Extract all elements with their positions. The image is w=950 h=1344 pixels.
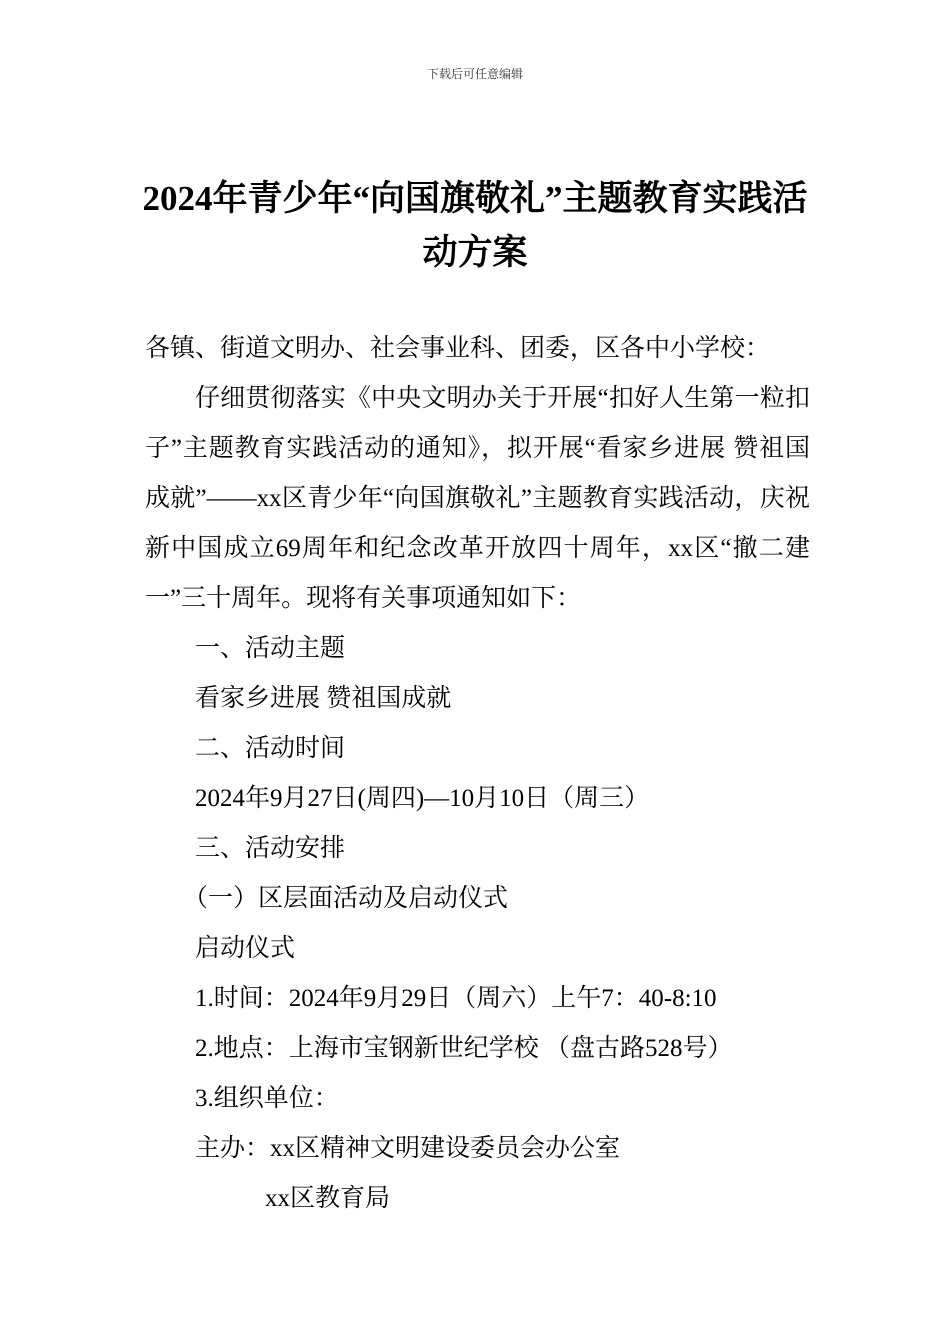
- intro-paragraph: 仔细贯彻落实《中央文明办关于开展“扣好人生第一粒扣子”主题教育实践活动的通知》，拟开展“看家乡进展 赞祖国成就”——xx区青少年“向国旗敬礼”主题教育实践活动，庆祝新中国成立69周年和纪念改革开放四十周年，xx区“撤二建一”三十周年。现将有关事项通知如下：: [145, 385, 810, 612]
- salutation: 各镇、街道文明办、社会事业科、团委，区各中小学校：: [145, 335, 771, 362]
- item-org: 3.组织单位：: [195, 1085, 339, 1112]
- subsection1-heading: （一）区层面活动及启动仪式: [183, 885, 509, 912]
- section2-content: 2024年9月27日(周四)—10月10日（周三）: [195, 785, 650, 812]
- item-time: 1.时间：2024年9月29日（周六）上午7：40-8:10: [195, 985, 717, 1012]
- section3-heading: 三、活动安排: [195, 835, 346, 862]
- document-body: [145, 324, 810, 1224]
- organizer-co: xx区教育局: [265, 1185, 391, 1212]
- item-place: 2.地点：上海市宝钢新世纪学校 （盘古路528号）: [195, 1035, 733, 1062]
- download-note: 下载后可任意编辑: [426, 67, 523, 81]
- section2-heading: 二、活动时间: [195, 735, 346, 762]
- section1-heading: 一、活动主题: [195, 635, 346, 662]
- organizer-main: 主办：xx区精神文明建设委员会办公室: [195, 1135, 621, 1162]
- document-title: 2024年青少年“向国旗敬礼”主题教育实践活动方案: [142, 179, 808, 272]
- ceremony-heading: 启动仪式: [195, 935, 296, 962]
- section1-content: 看家乡进展 赞祖国成就: [195, 685, 452, 712]
